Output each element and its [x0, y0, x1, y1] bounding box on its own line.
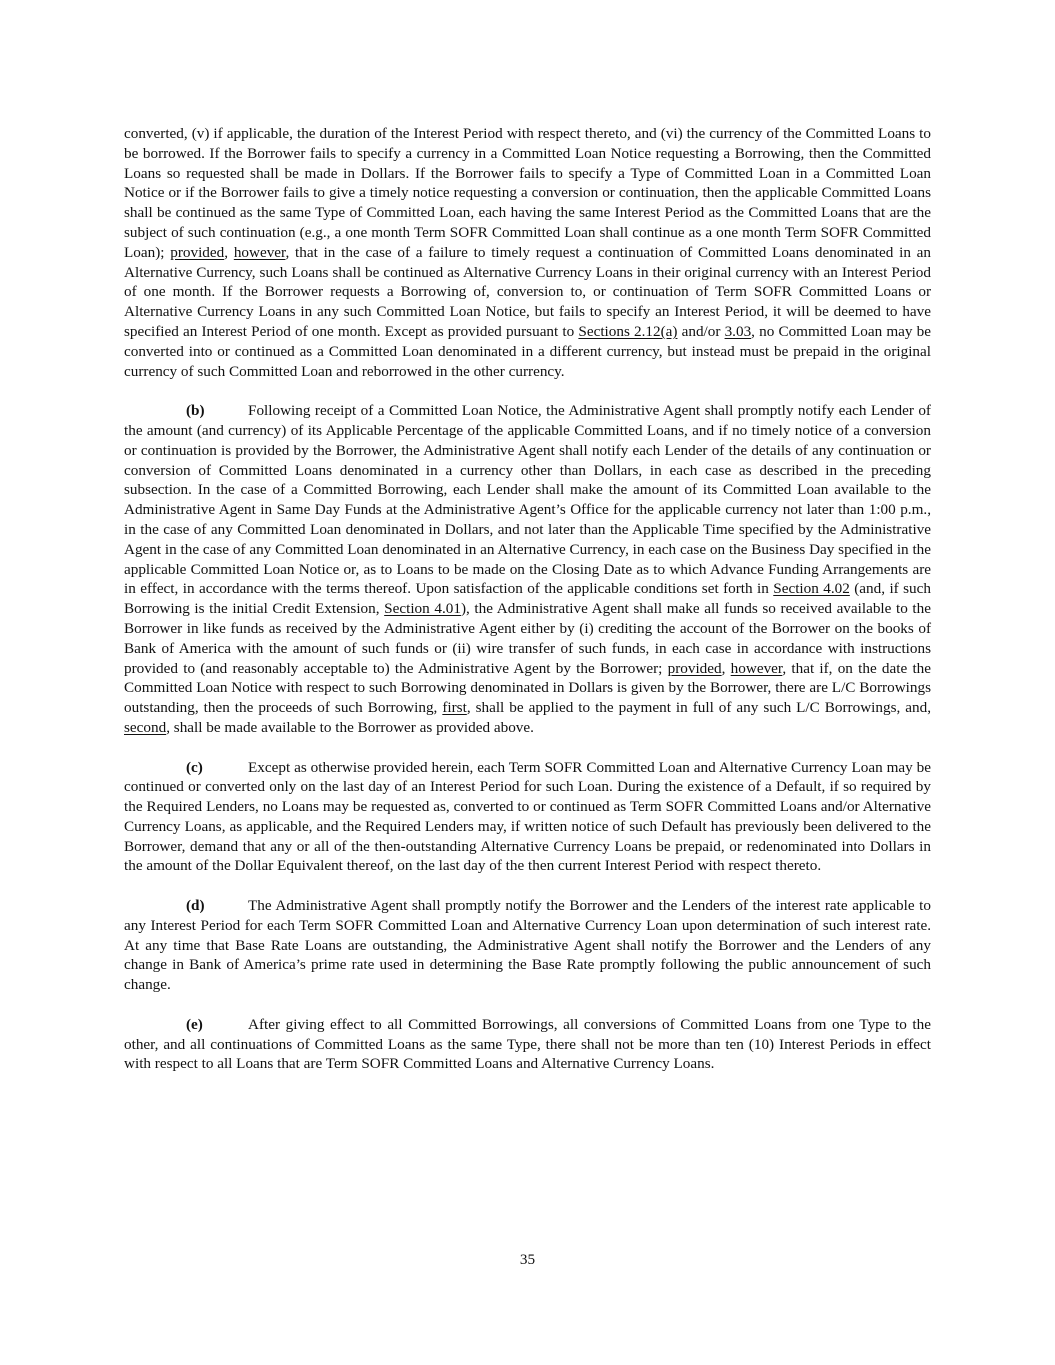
- paragraph-b: [124, 401, 931, 738]
- text-run: converted, (v) if applicable, the duration of the Interest Period with respect thereto, and (vi) the currency of the Committed Loans to be borrowed. If the Borrower fails to specify a currency in a Committed Loan Notice requesting a Borrowing, then the Committed Loans so requested shall be made in Dollars. If the Borrower fails to specify a Type of Committed Loan in a Committed Loan Notice or if the Borrower fails to give a timely notice requesting a conversion or continuation, then the applicable Committed Loans shall be continued as the same Type of Committed Loan, each having the same Interest Period as the Committed Loans that are the subject of such continuation (e.g., a one month Term SOFR Committed Loan shall continue as a one month Term SOFR Committed Loan);: [124, 125, 931, 261]
- paragraph-text: After giving effect to all Committed Borrowings, all conversions of Committed Loans from one Type to the other, and all continuations of Committed Loans as the same Type, there shall not be more than ten (10) Interest Periods in effect with respect to all Loans that are Term SOFR Committed Loans and Alternative Currency Loans.: [124, 1015, 931, 1073]
- text-run: Following receipt of a Committed Loan Notice, the Administrative Agent shall promptly notify each Lender of the amount (and currency) of its Applicable Percentage of the applicable Committed Loans, and if no timely notice of a conversion or continuation is provided by the Borrower, the Administrative Agent shall notify each Lender of the details of any continuation or conversion of Committed Loans denominated in a currency other than Dollars, in each case as described in the preceding subsection. In the case of a Committed Borrowing, each Lender shall make the amount of its Committed Loan available to the Administrative Agent in Same Day Funds at the Administrative Agent’s Office for the applicable currency not later than 1:00 p.m., in the case of any Committed Loan denominated in Dollars, and not later than the Applicable Time specified by the Administrative Agent in the case of any Committed Loan denominated in an Alternative Currency, in each case on the Business Day specified in the applicable Committed Loan Notice or, as to Loans to be made on the Closing Date as to which Advance Funding Arrangements are in effect, in accordance with the terms thereof. Upon satisfaction of the applicable conditions set forth in: [124, 402, 931, 598]
- page-number: 35: [519, 1251, 536, 1268]
- however-term: however: [233, 243, 286, 261]
- section-reference: Section 4.01: [384, 600, 461, 618]
- document-page: [124, 124, 931, 1094]
- text-run: , shall be made available to the Borrower as provided above.: [166, 718, 534, 736]
- paragraph-label: (d): [186, 897, 205, 915]
- paragraph-text: Except as otherwise provided herein, each Term SOFR Committed Loan and Alternative Currency Loan may be continued or converted only on the last day of an Interest Period for such Loan. During the existence of a Default, if so required by the Required Lenders, no Loans may be requested as, converted to or continued as Term SOFR Committed Loans and/or Alternative Currency Loans, as applicable, and the Required Lenders may, if written notice of such Default has previously been delivered to the Borrower, demand that any or all of the then-outstanding Alternative Currency Loans be prepaid, or redenominated into Dollars in the amount of the Dollar Equivalent thereof, on the last day of the then current Interest Period with respect thereto.: [124, 758, 931, 875]
- text-run: ,: [224, 243, 234, 261]
- section-reference: Section 4.02: [773, 580, 850, 598]
- however-term: however: [730, 659, 783, 677]
- paragraph-d: [124, 896, 931, 995]
- provided-term: provided: [170, 243, 225, 261]
- text-run: (and, if such Borrowing is the initial Credit Extension,: [124, 580, 931, 618]
- text-run: ), the Administrative Agent shall make all funds so received available to the Borrower in like funds as received by the Administrative Agent either by (i) crediting the account of the Borrower on the books of Bank of America with the amount of such funds or (ii) wire transfer of such funds, in each case in accordance with instructions provided to (and reasonably acceptable to) the Administrative Agent by the Borrower;: [124, 600, 931, 677]
- second-term: second: [124, 718, 167, 736]
- paragraph-label: (b): [186, 402, 205, 420]
- text-run: , that if, on the date the Committed Loan Notice with respect to such Borrowing denominated in Dollars is given by the Borrower, there are L/C Borrowings outstanding, then the proceeds of such Borrowing,: [124, 659, 932, 717]
- text-run: , shall be applied to the payment in full of any such L/C Borrowings, and,: [466, 699, 931, 717]
- provided-term: provided: [667, 659, 722, 677]
- section-reference: Sections 2.12(a): [578, 322, 678, 340]
- text-run: , that in the case of a failure to timely request a continuation of Committed Loans denominated in an Alternative Currency, such Loans shall be continued as Alternative Currency Loans in their original currency with an Interest Period of one month. If the Borrower requests a Borrowing of, conversion to, or continuation of Term SOFR Committed Loans or Alternative Currency Loans in any such Committed Loan Notice, but fails to specify an Interest Period, it will be deemed to have specified an Interest Period of one month. Except as provided pursuant to: [124, 243, 932, 340]
- text-run: ,: [721, 659, 731, 677]
- section-reference: 3.03: [724, 322, 752, 340]
- text-run: and/or: [677, 322, 725, 340]
- paragraph-label: (c): [186, 758, 203, 776]
- paragraph-continuation: [124, 124, 931, 381]
- text-run: , no Committed Loan may be converted into or continued as a Committed Loan denominated in a different currency, but instead must be prepaid in the original currency of such Committed Loan and reborrowed in the other currency.: [124, 322, 931, 380]
- first-term: first: [442, 699, 467, 717]
- paragraph-label: (e): [186, 1015, 203, 1033]
- paragraph-c: [124, 758, 931, 877]
- paragraph-e: [124, 1015, 931, 1074]
- paragraph-text: The Administrative Agent shall promptly notify the Borrower and the Lenders of the interest rate applicable to any Interest Period for each Term SOFR Committed Loan and Alternative Currency Loan upon determination of such interest rate. At any time that Base Rate Loans are outstanding, the Administrative Agent shall notify the Borrower and the Lenders of any change in Bank of America’s prime rate used in determining the Base Rate promptly following the public announcement of such change.: [124, 897, 931, 994]
